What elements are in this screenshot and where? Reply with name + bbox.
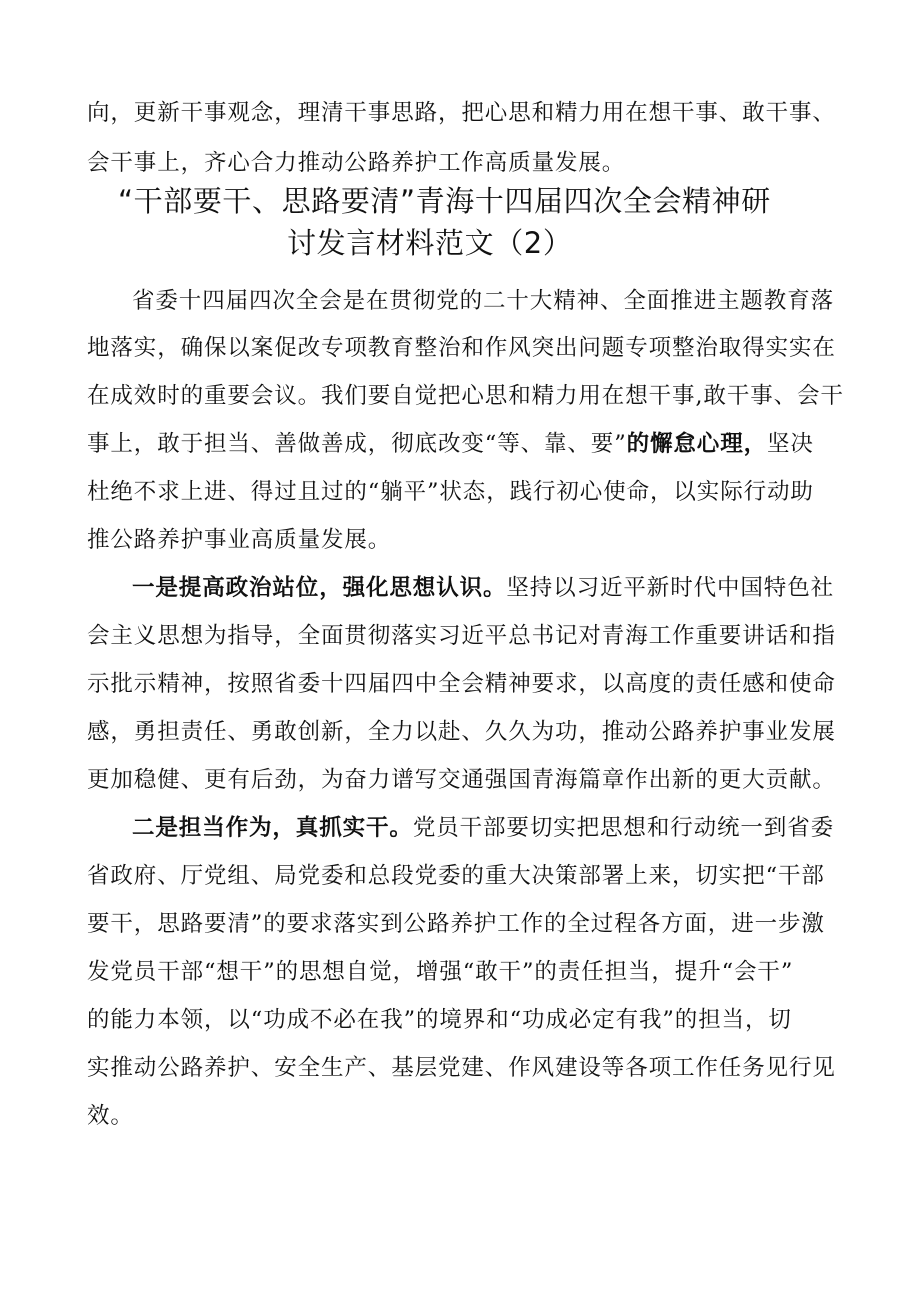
paragraph-3-line-7: 效。 <box>87 1103 134 1129</box>
paragraph-1-line-6: 推公路养护事业高质量发展。 <box>87 527 392 553</box>
intro-line-2: 会干事上，齐心合力推动公路养护工作高质量发展。 <box>87 150 626 176</box>
paragraph-3-line-1-rest: 党员干部要切实把思想和行动统一到省委 <box>412 815 835 841</box>
paragraph-1-line-1: 省委十四届四次全会是在贯彻党的二十大精神、全面推进主题教育落 <box>132 288 835 314</box>
paragraph-1-line-3: 在成效时的重要会议。我们要自觉把心思和精力用在想干事,敢干事、会干 <box>87 383 844 409</box>
paragraph-3-line-1 <box>132 813 847 843</box>
paragraph-3-line-4: 发党员干部“想干”的思想自觉，增强“敢干”的责任担当，提升“会干” <box>87 959 794 985</box>
paragraph-2-line-2: 会主义思想为指导，全面贯彻落实习近平总书记对青海工作重要讲话和指 <box>87 623 836 649</box>
document-title-line-2: 讨发言材料范文（2） <box>287 226 573 260</box>
paragraph-2-line-4: 感，勇担责任、勇敢创新，全力以赴、久久为功，推动公路养护事业发展 <box>87 719 836 745</box>
paragraph-1-line-5: 杜绝不求上进、得过且过的“躺平”状态，践行初心使命，以实际行动助 <box>87 479 814 505</box>
paragraph-2-line-1-rest: 坚持以习近平新时代中国特色社 <box>506 575 835 601</box>
paragraph-2-line-3: 示批示精神，按照省委十四届四中全会精神要求，以高度的责任感和使命 <box>87 671 836 697</box>
paragraph-2-line-5: 更加稳健、更有后劲，为奋力谱写交通强国青海篇章作出新的更大贡献。 <box>87 767 836 793</box>
paragraph-2-heading: 一是提高政治站位，强化思想认识。 <box>132 575 507 601</box>
paragraph-1-line-2: 地落实，确保以案促改专项教育整治和作风突出问题专项整治取得实实在 <box>87 335 836 361</box>
paragraph-1-line-4-end: 坚决 <box>767 431 814 457</box>
paragraph-3-line-3: 要干，思路要清”的要求落实到公路养护工作的全过程各方面，进一步激 <box>87 911 825 937</box>
document-title-line-1: “干部要干、思路要清”青海十四届四次全会精神研 <box>118 184 771 218</box>
paragraph-2-line-1 <box>132 573 847 603</box>
paragraph-1-line-4 <box>87 429 847 459</box>
paragraph-3-line-2: 省政府、厅党组、局党委和总段党委的重大决策部署上来，切实把“干部 <box>87 863 825 889</box>
paragraph-3-line-6: 实推动公路养护、安全生产、基层党建、作风建设等各项工作任务见行见 <box>87 1055 836 1081</box>
paragraph-3-line-5: 的能力本领，以“功成不必在我”的境界和“功成必定有我”的担当，切 <box>87 1007 792 1033</box>
intro-line-1: 向，更新干事观念，理清干事思路，把心思和精力用在想干事、敢干事、 <box>87 100 836 126</box>
paragraph-1-bold-phrase: 的懈怠心理， <box>626 431 768 457</box>
paragraph-3-heading: 二是担当作为，真抓实干。 <box>132 815 413 841</box>
paragraph-1-line-4-start: 事上，敢于担当、善做善成，彻底改变“等、靠、要” <box>87 431 627 457</box>
